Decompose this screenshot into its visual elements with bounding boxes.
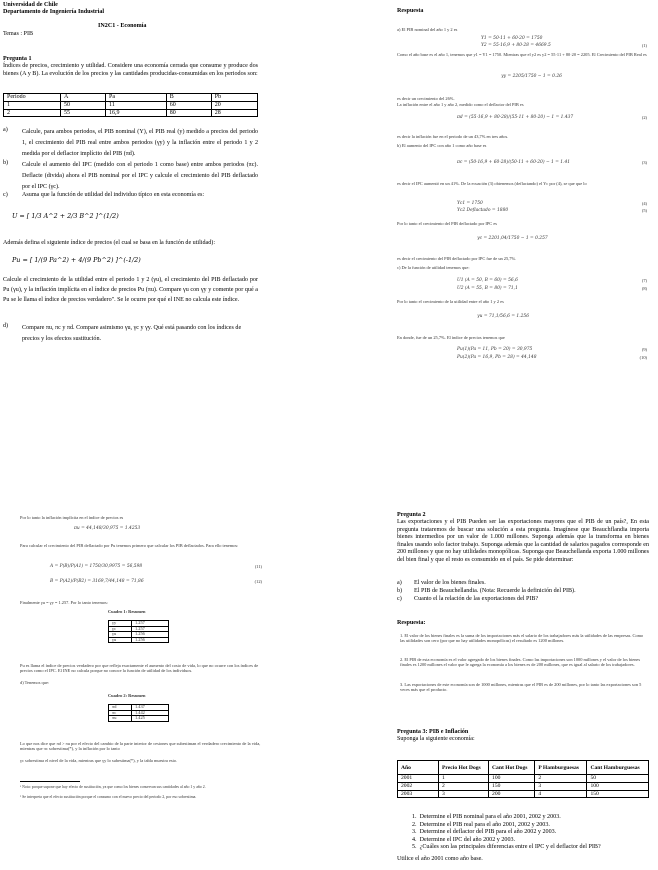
equation-number: (7) xyxy=(641,278,647,283)
table-cell: 150 xyxy=(587,790,649,798)
equation-number: (1) xyxy=(641,43,647,48)
item-c-text-2: Calcule el crecimiento de la utilidad entre el periodo 1 y 2 (γu), el crecimiento del PIB deflactado por Pu (γu), y la inflación implícita en el índice de precios Pu (πu). Compare γu con γy y comente por qué a Pu se le llama el índice de precios verdadero". Se le ocurre por qué el INE no calcula este índice. xyxy=(3,277,258,304)
table-header-cell: Cant Hot Dogs xyxy=(489,761,535,775)
conclusion-1: Lo que nos dice que πd > πu por el efecto del cambio de la parte interior de cesiones que subestiman el verdadero crecimiento de la vida, mientras que πc sobrestima(*), y la inflación por lo tanto xyxy=(20,741,261,752)
item-d-label: d) xyxy=(3,323,9,329)
inflation-intro: La inflación entre el año 1 y año 2, medido como el deflactor del PIB es xyxy=(397,102,524,107)
table-cell: 1 xyxy=(439,775,489,783)
pi-c-formula: πc = (50·16,9 + 60·28)/(50·11 + 60·20) − 1 = 1.41 xyxy=(457,160,571,165)
equation-number: (11) xyxy=(254,564,262,569)
table-cell: γu xyxy=(109,632,132,638)
pu-period-2: Pu(2)(Pa = 16,9, Pb = 28) = 44,148 xyxy=(457,355,537,360)
table-cell: 2 xyxy=(439,782,489,790)
footnote-divider xyxy=(20,781,80,782)
p2-item-b-label: b) xyxy=(397,588,403,594)
table-cell: 1.425 xyxy=(132,716,169,722)
table-cell: 55 xyxy=(61,109,106,117)
pregunta-1-intro: Índices de precios, crecimiento y utilidad. Considere una economía cerrada que consume y produce dos bienes (A y B). La evolución de los precios y las cantidades producidas-consumidas en los periodos son: xyxy=(3,63,258,77)
table-cell: 100 xyxy=(587,782,649,790)
final-result-line: Finalmente γu = γy = 1.257. Por lo tanto tenemos: xyxy=(20,600,108,605)
table-row xyxy=(398,775,649,783)
gamma-c-formula: γc = 2201,04/1750 − 1 = 0.257 xyxy=(477,236,548,241)
table-header-row xyxy=(398,761,649,775)
table-cell: γy xyxy=(109,621,132,627)
table-cell: 1.256 xyxy=(132,632,169,638)
p2-item-c-label: c) xyxy=(397,596,402,602)
table-cell: 16,9 xyxy=(106,109,167,117)
equation-number: (3) xyxy=(641,160,647,165)
pregunta-3-intro: Suponga la siguiente economía: xyxy=(397,736,475,742)
utility-period-1: U1 (A = 50, B = 60) = 56,6 xyxy=(457,278,518,283)
table-cell: γc xyxy=(109,626,132,632)
department-name: Departamento de Ingeniería Industrial xyxy=(3,9,105,15)
gamma-c-intro: Por lo tanto el crecimiento del PIB deflactado por IPC es xyxy=(397,221,497,226)
utility-period-2: U2 (A = 55, B = 80) = 71,1 xyxy=(457,286,518,291)
table-cell: 11 xyxy=(106,101,167,109)
item-c-label: c) xyxy=(3,192,8,198)
pregunta-2-title: Pregunta 2 xyxy=(397,512,426,518)
table-header-cell: Pb xyxy=(211,94,257,102)
pregunta-2-respuesta-title: Respuesta: xyxy=(397,620,426,626)
equation-number: (5) xyxy=(641,208,647,213)
table-header-cell: Cant Hamburguesas xyxy=(587,761,649,775)
table-header-cell: Periodo xyxy=(4,94,61,102)
table-cell: 1.257 xyxy=(132,626,169,632)
answer-d-intro: d) Tenemos que: xyxy=(20,680,50,685)
list-item: 4. Determine el IPC del año 2002 y 2003. xyxy=(412,836,516,843)
table-header-cell: Precio Hot Dogs xyxy=(439,761,489,775)
pu-formula: Pu = [ 1/(9 Pa^2) + 4/(9 Pb^2) ]^(-1/2) xyxy=(12,256,141,264)
table-cell: 3 xyxy=(439,790,489,798)
answer-a-intro: a) El PIB nominal del año 1 y 2 es xyxy=(397,27,458,32)
pi-u-formula: πu = 44,148/30,975 = 1.4253 xyxy=(74,526,141,531)
table-row xyxy=(109,716,169,722)
deflated-gdp-1: A = P(B)/P(A1) = 1750/30,9975 = 56,598 xyxy=(50,564,143,569)
table-cell: γu xyxy=(109,637,132,643)
gamma-c-text: es decir el crecimiento del PIB deflactado por IPC fue de un 25,7%. xyxy=(397,256,517,261)
price-index-intro: Además defina el siguiente índice de precios (el cual se basa en la función de utilidad): xyxy=(3,240,216,246)
pregunta-1-table xyxy=(3,93,258,117)
real-gdp-text: Como el año base es el año 1, tenemos que y1 = Y1 = 1750. Mientras que el y2 es y2 = 55·11 + 80·20 = 2205. El Crecimiento del PIB Real es xyxy=(397,52,647,57)
table-cell: 60 xyxy=(166,101,211,109)
table-cell: πu xyxy=(109,716,132,722)
footnote-2: ² Se interpreta que el efecto sustitución porque el consumo con el nuevo precio del periodo 2, por eso sobrestima. xyxy=(20,795,197,799)
list-item: 5. ¿Cuáles son las principales diferencias entre el IPC y el deflactor del PIB? xyxy=(412,844,601,851)
nominal-gdp-2: Y2 = 55·16,9 + 80·28 = 4669.5 xyxy=(481,43,551,48)
table-cell: 1 xyxy=(4,101,61,109)
table-header-cell: A xyxy=(61,94,106,102)
pi-d-formula: πd = (55·16,9 + 80·28)/(55·11 + 80·20) − 1 = 1.437 xyxy=(457,115,574,120)
table-row xyxy=(4,101,258,109)
table-cell: 150 xyxy=(489,782,535,790)
temas-line: Temas : PIB xyxy=(3,31,34,37)
yc1-value: Yc1 = 1750 xyxy=(457,201,483,206)
item-d-text: Compare πu, πc y πd. Compare asimismo γu, γc y γy. Qué está pasando con los índices de precios y los efectos sustitución. xyxy=(22,325,242,342)
pregunta-3-list xyxy=(412,814,652,852)
table-row xyxy=(4,109,258,117)
nominal-gdp-1: Y1 = 50·11 + 60·20 = 1750 xyxy=(481,36,543,41)
table-cell: 50 xyxy=(587,775,649,783)
table-cell: 2001 xyxy=(398,775,439,783)
equation-number: (10) xyxy=(639,355,647,360)
course-title: IN2C1 - Economía xyxy=(98,23,147,29)
equation-number: (4) xyxy=(641,201,647,206)
table-cell: 80 xyxy=(166,109,211,117)
table-cell: 2 xyxy=(4,109,61,117)
table-cell: 1.437 xyxy=(132,705,169,711)
item-b-text: Calcule el aumento del IPC (medido con el periodo 1 como base) entre ambos periodos (πc). Deflacte (divida) ahora el PIB nominal por el IPC y calcule el crecimiento del PIB deflactado por el IPC (γc). xyxy=(22,162,258,190)
footnote-1: ¹ Nota: porque supone que hay efecto de sustitución, ya que como los bienes conservan sus cantidades al año 1 y año 2. xyxy=(20,785,206,789)
table-header-cell: B xyxy=(166,94,211,102)
pregunta-1-title: Pregunta 1 xyxy=(3,56,32,62)
p2-answer-1: 1. El valor de los bienes finales es la suma de los importaciones más el salario de los trabajadores más la utilidades de las empresas. Como las utilidades son cero (por que no hay utilidades monopólicas) el resultado es 1200 millones. xyxy=(400,633,644,644)
true-index-explanation: Pu es llama el índice de precios verdadero por que refleja exactamente el aumento del costo de vida, lo que no ocurre con los índices de precios como el IPC. El INE no calcula porque no conoce la función de utilidad de los individuos. xyxy=(20,663,259,674)
table-cell: 1.256 xyxy=(132,637,169,643)
yc2-value: Yc2 Deflactado = 1880 xyxy=(457,208,509,213)
continuation-block xyxy=(20,515,262,855)
inflation-result: es decir la inflación fue en el periodo de un 43,7% en tres años. xyxy=(397,134,509,139)
cuadro-2-title: Cuadro 2: Resumen xyxy=(108,693,146,698)
table-header-cell: Año xyxy=(398,761,439,775)
p2-item-a-label: a) xyxy=(397,580,402,586)
pu-period-1: Pu(1)(Pa = 11, Pb = 20) = 30,975 xyxy=(457,347,533,352)
table-cell: 50 xyxy=(61,101,106,109)
pregunta-2-text: Las exportaciones y el PIB Pueden ser las exportaciones mayores que el PIB de un país?, En esta pregunta trataremos de buscar una solución a esta pregunta. Imagínese que Beauchflandia importa bienes intermedios por un valor de 1.000 millones. Suponga además que la transforma en bienes finales usando solo factor trabajo. Suponga además que la cantidad de salarios pagados corresponde en 200 millones y que no hay utilidades monopólicas. Suponga que Beauchellanda exporta 1.000 millones del bien final y que el resto es consumido en el país. Se pide determinar: xyxy=(397,519,649,563)
list-item: 1. Determine el PIB nominal para el año 2001, 2002 y 2003. xyxy=(412,814,561,820)
p2-item-b-text: El PIB de Beauchellandia. (Nota: Recuerde la definición del PIB). xyxy=(414,588,576,594)
cuadro-2-table xyxy=(108,704,169,722)
cuadro-1-table xyxy=(108,620,169,643)
table-cell: 2002 xyxy=(398,782,439,790)
table-cell: πd xyxy=(109,705,132,711)
table-header-row xyxy=(4,94,258,102)
item-b-label: b) xyxy=(3,160,9,166)
table-cell: 2003 xyxy=(398,790,439,798)
university-name: Universidad de Chile xyxy=(3,2,58,8)
table-row xyxy=(398,782,649,790)
table-cell: 200 xyxy=(489,790,535,798)
respuesta-title: Respuesta xyxy=(397,8,424,14)
table-row xyxy=(109,637,169,643)
table-cell: 1.257 xyxy=(132,621,169,627)
p2-answer-3: 3. Las exportaciones de este economía son de 1000 millones, mientras que el PIB es de 200 millones, por lo tanto las exportaciones son 5 veces más que el producto. xyxy=(400,682,642,693)
pregunta-3-table xyxy=(397,760,649,798)
table-cell: 3 xyxy=(535,782,587,790)
table-cell: πc xyxy=(109,710,132,716)
growth-result: es decir un crecimiento del 26%. xyxy=(397,96,455,101)
table-cell: 1.442 xyxy=(132,710,169,716)
gamma-u-intro: Por lo tanto el crecimiento de la utilidad entre el año 1 y 2 es xyxy=(397,299,504,304)
equation-number: (12) xyxy=(254,579,262,584)
list-item: 3. Determine el deflactor del PIB para el año 2002 y 2003. xyxy=(412,829,557,836)
p2-answer-2: 2. El PIB de esta economía es el valor agregado de los bienes finales. Como las importaciones son 1000 millones y el valor de los bienes finales es 1200 millones el valor que le agrega la economía a los bienes es de 200 millones, que es igual al salario de los trabajadores. xyxy=(400,657,641,668)
implicit-inflation-intro: Por lo tanto la inflación implícita en el índice de precios es xyxy=(20,515,124,520)
equation-number: (8) xyxy=(641,286,647,291)
table-cell: 100 xyxy=(489,775,535,783)
p2-item-c-text: Cuanto el la relación de las exportaciones del PIB? xyxy=(414,596,539,602)
list-item: 2. Determine el PIB real para el año 2001, 2002 y 2003. xyxy=(412,821,550,828)
item-c-text: Asuma que la función de utilidad del individuo típico en esta economía es: xyxy=(22,192,205,198)
conclusion-2: γc sobrestima el nivel de la vida, mientras que γy lo subestima(*), y la tabla muestra esto. xyxy=(20,758,178,763)
deflated-gdp-2: B = P(A2)/P(B2) = 3169,7/44,148 = 71,86 xyxy=(50,579,144,584)
pregunta-3-closing: Utilice el año 2001 como año base. xyxy=(397,856,483,862)
table-cell: 20 xyxy=(211,101,257,109)
table-cell: 28 xyxy=(211,109,257,117)
table-header-cell: P Hamburguesas xyxy=(535,761,587,775)
pregunta-3-title: Pregunta 3: PIB e Inflación xyxy=(397,729,469,735)
utility-formula: U = [ 1/3 A^2 + 2/3 B^2 ]^(1/2) xyxy=(12,212,119,220)
table-cell: 4 xyxy=(535,790,587,798)
table-row xyxy=(398,790,649,798)
cuadro-1-title: Cuadro 1: Resumen xyxy=(108,609,146,614)
gamma-u-formula: γu = 71,1/56,6 = 1.256 xyxy=(477,314,529,319)
item-a-label: a) xyxy=(3,127,8,133)
table-cell: 2 xyxy=(535,775,587,783)
respuesta-block xyxy=(397,27,647,367)
gamma-y-formula: γy = 2205/1750 − 1 = 0.26 xyxy=(501,74,562,79)
equation-number: (9) xyxy=(641,347,647,352)
answer-c-intro: c) De la función de utilidad tenemos que: xyxy=(397,265,470,270)
item-a-text: Calcule, para ambos periodos, el PIB nominal (Y), el PIB real (y) medido a precios del periodo 1, el crecimiento del PIB real entre ambos periodos (γy) y la inflación entre el periodo 1 y 2 medida por el deflactor implícito del PIB (πd). xyxy=(22,129,258,157)
equation-number: (2) xyxy=(641,115,647,120)
pi-c-text: es decir el IPC aumentó en un 41%. De la ecuación (3) obtenemos (deflactando) el Yc por (4), se que que lo xyxy=(397,181,587,186)
answer-b-intro: b) El aumento del IPC con año 1 como año base es xyxy=(397,143,487,148)
pu-intro: En donde, fue de un 25,7%. El índice de precios tenemos que xyxy=(397,335,505,340)
p2-item-a-text: El valor de los bienes finales. xyxy=(414,580,486,586)
deflated-gdp-intro: Para calcular el crecimiento del PIB deflactado por Pu tenemos primero que calcular los PIB deflactados. Para ello tenemos: xyxy=(20,543,239,548)
table-header-cell: Pa xyxy=(106,94,167,102)
